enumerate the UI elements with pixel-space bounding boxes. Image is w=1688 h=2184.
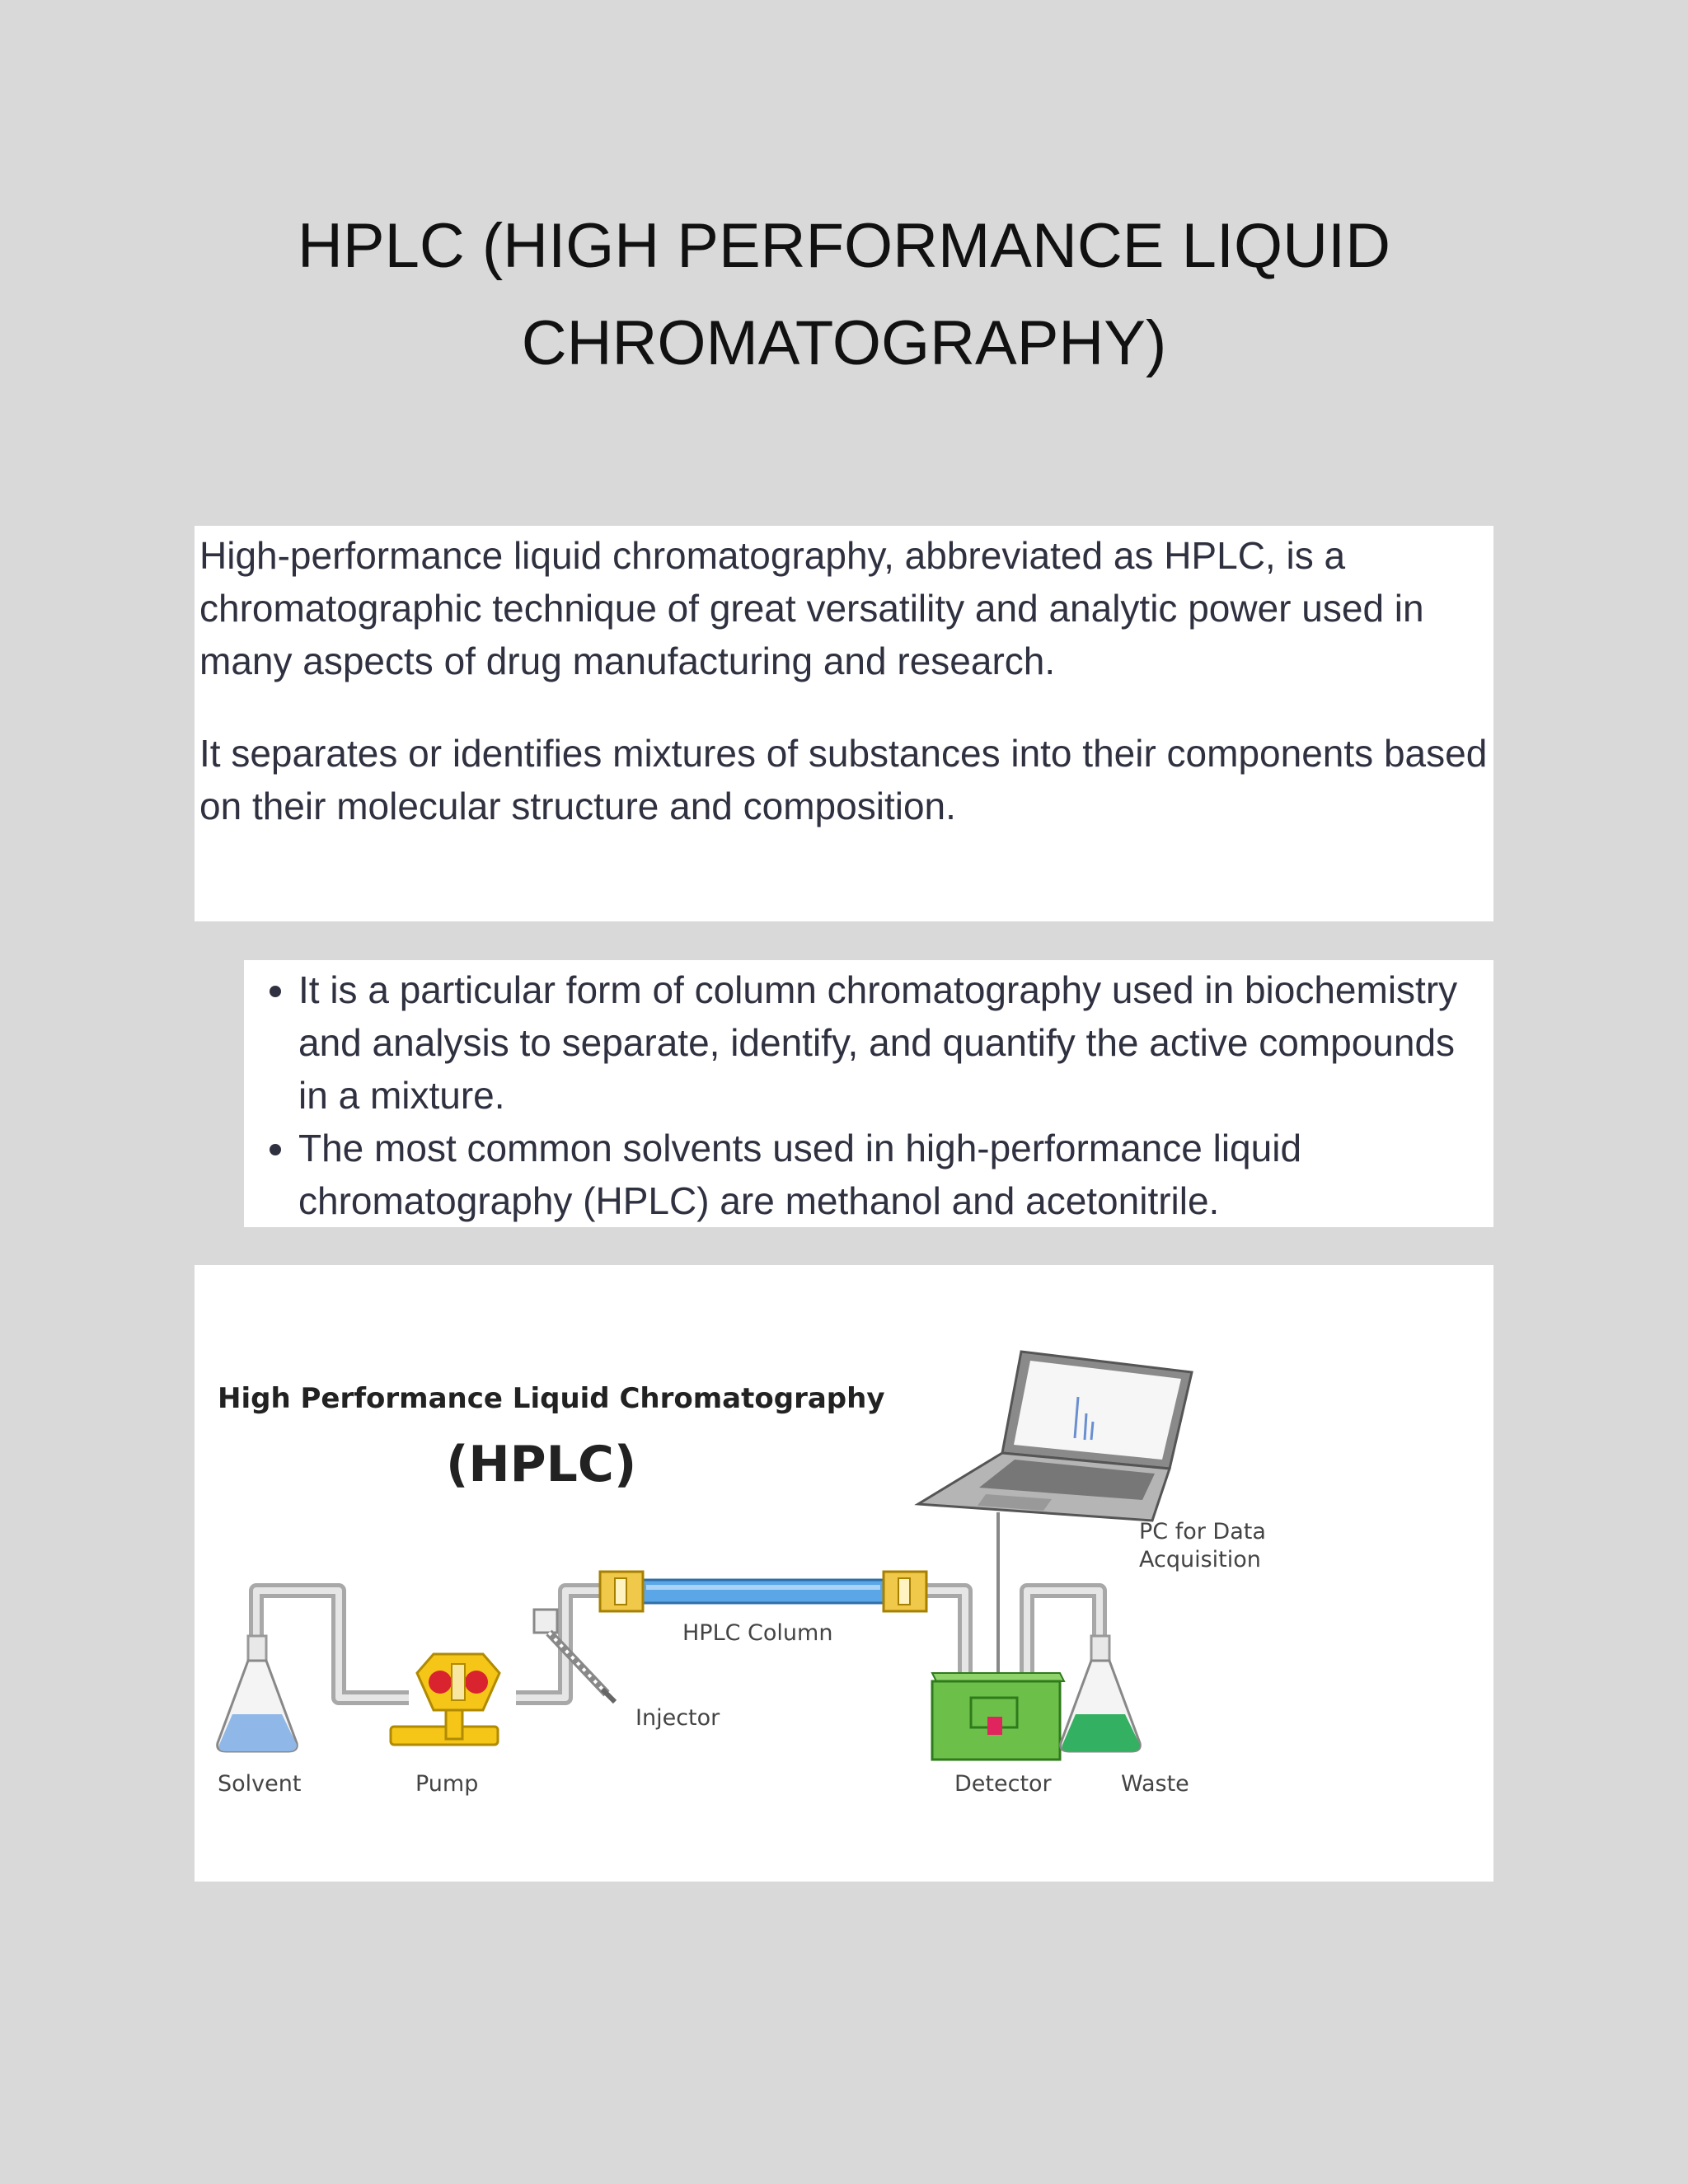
label-hplc-column: HPLC Column <box>682 1620 833 1646</box>
bullet-list <box>244 963 1493 1227</box>
waste-flask-icon <box>1061 1636 1141 1751</box>
hplc-diagram-svg <box>195 1265 1493 1882</box>
intro-text-box <box>195 526 1493 921</box>
label-pc-line-1: PC for Data <box>1139 1519 1266 1544</box>
detector-icon <box>932 1673 1064 1760</box>
bullet-list-box <box>244 960 1493 1227</box>
intro-paragraph-1: High-performance liquid chromatography, abbreviated as HPLC, is a chromatographic technique of great versatility and analytic power used in many aspects of drug manufacturing and research. <box>199 534 1424 682</box>
hplc-diagram <box>195 1265 1493 1882</box>
page-title-line-2: CHROMATOGRAPHY) <box>521 308 1167 378</box>
label-pc-line-2: Acquisition <box>1139 1547 1261 1572</box>
label-pump: Pump <box>415 1771 479 1797</box>
laptop-icon <box>918 1352 1192 1521</box>
diagram-subheading: (HPLC) <box>446 1436 637 1493</box>
bullet-item-2: • The most common solvents used in high-performance liquid chromatography (HPLC) are methanol and acetonitrile. <box>298 1122 1493 1227</box>
intro-paragraph-2: It separates or identifies mixtures of substances into their components based on their molecular structure and composition. <box>199 732 1488 827</box>
hplc-column-icon <box>600 1572 926 1611</box>
label-detector: Detector <box>954 1771 1052 1797</box>
solvent-flask-icon <box>218 1636 298 1751</box>
label-injector: Injector <box>635 1705 720 1731</box>
bullet-item-1: • It is a particular form of column chromatography used in biochemistry and analysis to separate, identify, and quantify the active compounds in a mixture. <box>298 963 1493 1122</box>
page-title <box>0 198 1688 392</box>
injector-icon <box>534 1610 615 1702</box>
page-title-line-1: HPLC (HIGH PERFORMANCE LIQUID <box>298 211 1390 281</box>
label-solvent: Solvent <box>218 1771 302 1797</box>
label-waste: Waste <box>1121 1771 1189 1797</box>
diagram-heading: High Performance Liquid Chromatography <box>218 1382 885 1415</box>
